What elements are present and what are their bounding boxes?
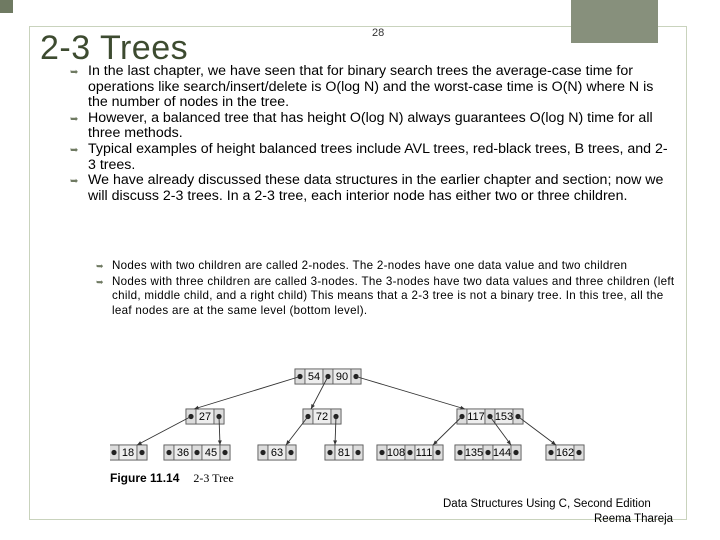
tree-key: 135: [464, 447, 484, 459]
tree-node: [258, 445, 296, 460]
tree-edge: [433, 417, 462, 446]
tree-key: 54: [307, 371, 321, 383]
corner-block: [571, 0, 658, 43]
tree-key: 81: [337, 447, 351, 459]
tree-key: 111: [415, 447, 433, 459]
tree-key: 117: [467, 411, 485, 423]
tree-edge-arrow: [194, 406, 199, 410]
tree-key: 36: [176, 447, 190, 459]
bullet-item: ➥ We have already discussed these data structures in the earlier chapter and section; now we will discuss 2-3 trees. In a 2-3 tree, each interior node has either two or three children.: [70, 172, 664, 204]
tree-node: [110, 445, 147, 460]
bullet-list: [70, 64, 670, 204]
tree-diagram: [110, 364, 610, 464]
bullet-arrow-icon: ➥: [70, 67, 79, 78]
tree-key: 153: [494, 411, 514, 423]
tree-edge: [356, 377, 465, 410]
corner-accent: [0, 0, 13, 13]
tree-key: 63: [270, 447, 284, 459]
tree-node: [325, 445, 363, 460]
tree-edge-arrow: [460, 406, 465, 410]
book-credit: Data Structures Using C, Second Edition: [443, 498, 651, 510]
bullet-item: ➥ However, a balanced tree that has height O(log N) always guarantees O(log N) time for all three methods.: [70, 109, 653, 142]
slide-title: 2-3 Trees: [40, 29, 189, 67]
tree-edge: [518, 417, 556, 446]
tree-key: 18: [121, 447, 135, 459]
tree-key: 72: [315, 411, 329, 423]
tree-node: [164, 445, 230, 460]
tree-node: [303, 409, 341, 424]
tree-node: [455, 445, 521, 460]
tree-key: 144: [492, 447, 512, 459]
bullet-arrow-icon: ➥: [96, 277, 104, 288]
slide-number: 28: [372, 27, 385, 39]
tree-edge-arrow: [551, 441, 556, 445]
tree-key: 45: [204, 447, 218, 459]
tree-edge: [194, 377, 300, 410]
tree-key: 90: [335, 371, 349, 383]
bullet-arrow-icon: ➥: [96, 261, 104, 271]
tree-key: 162: [555, 447, 575, 459]
tree-edge: [137, 417, 191, 446]
tree-edge-arrow: [218, 440, 222, 445]
sub-bullet-item: ➥ Nodes with two children are called 2-nodes. The 2-nodes have one data value and two children: [96, 259, 628, 272]
tree-edge: [286, 417, 308, 446]
author-name: Reema Thareja: [594, 513, 674, 525]
tree-key: 27: [198, 411, 212, 423]
tree-edge-arrow: [507, 440, 511, 445]
figure-caption: Figure 11.14 2-3 Tree: [110, 471, 234, 485]
tree-key: 108: [386, 447, 406, 459]
bullet-arrow-icon: ➥: [70, 113, 79, 125]
bullet-arrow-icon: ➥: [70, 176, 79, 188]
sub-bullet-list: [96, 259, 676, 320]
bullet-item: ➥ In the last chapter, we have seen that for binary search trees the average-case time for operations like search/insert/delete is O(log N) and the worst-case time is O(N) where N is the number of nodes in the tree.: [70, 63, 654, 111]
sub-bullet-item: ➥ Nodes with three children are called 3-nodes. The 3-nodes have two data values and three children (left child, middle child, and a right child) This means that a 2-3 tree is not a binary tree. In this tree, all the leaf nodes are at the same level (bottom level).: [96, 275, 675, 317]
tree-node: [546, 445, 584, 460]
tree-node: [377, 445, 443, 460]
bullet-item: ➥ Typical examples of height balanced trees include AVL trees, red-black trees, B trees, and 2-3 trees.: [70, 140, 668, 173]
bullet-arrow-icon: ➥: [70, 144, 79, 156]
tree-edge-arrow: [333, 440, 337, 445]
tree-node: [186, 409, 224, 424]
